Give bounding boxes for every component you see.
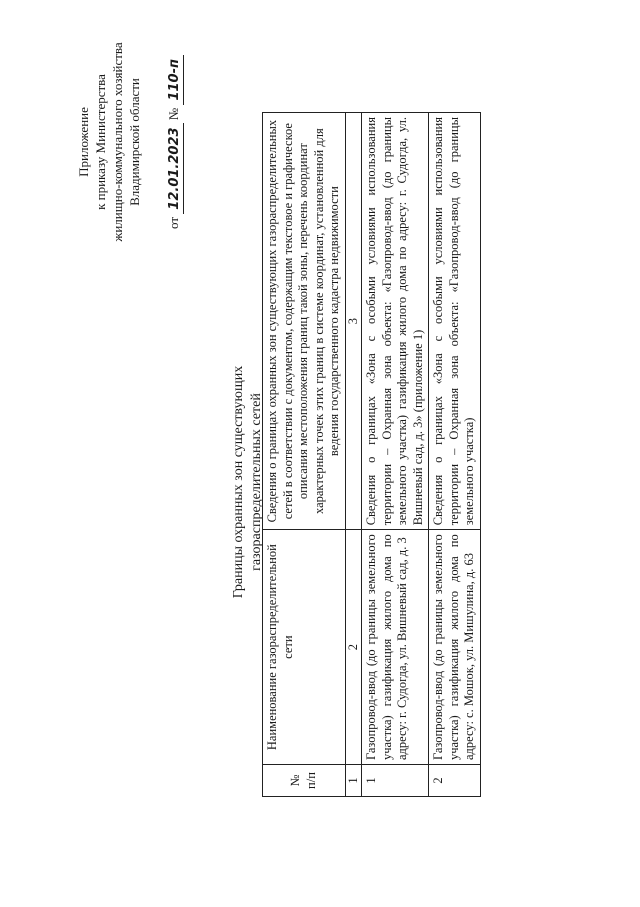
- table-numbering-row: [345, 113, 362, 797]
- date-prefix: от: [166, 216, 181, 229]
- appendix-line-1: Приложение: [76, 107, 91, 177]
- appendix-line-4: Владимирской области: [127, 78, 142, 206]
- row-1-name: Газопровод-ввод (до границы земельного участка) газификация жилого дома по адресу: г. Судогда, ул. Вишневый сад, д. 3: [362, 530, 429, 765]
- numbering-1: 1: [345, 765, 362, 797]
- title-line-2: газораспределительных сетей: [249, 393, 264, 571]
- order-dateline: [165, 37, 184, 247]
- row-2-name: Газопровод-ввод (до границы земельного участка) газификация жилого дома по адресу: с. Мошок, ул. Мишулина, д. 63: [429, 530, 481, 765]
- document-title: [230, 257, 266, 707]
- appendix-block: [75, 37, 184, 247]
- header-name: Наименование газораспределительной сети: [263, 530, 346, 765]
- order-date: 12.01.2023: [166, 123, 184, 213]
- row-1-info: Сведения о границах «Зона с особыми условиями использования территории – Охранная зона объекта: «Газопровод-ввод (до границы земельного участка) газификация жилого дома по адресу: г. Судогда, ул. Вишневый сад, д. 3» (приложение 1): [362, 113, 429, 530]
- table-row: [362, 113, 429, 797]
- row-1-num: 1: [362, 765, 429, 797]
- numbering-3: 3: [345, 113, 362, 530]
- appendix-line-2: к приказу Министерства: [93, 74, 108, 210]
- header-num: № п/п: [263, 765, 346, 797]
- appendix-line-3: жилищно-коммунального хозяйства: [110, 42, 125, 242]
- title-line-1: Границы охранных зон существующих: [231, 365, 246, 599]
- table-header-row: [263, 113, 346, 797]
- table-row: [429, 113, 481, 797]
- row-2-num: 2: [429, 765, 481, 797]
- number-prefix: №: [166, 107, 181, 121]
- numbering-2: 2: [345, 530, 362, 765]
- zones-table: [262, 112, 481, 797]
- order-number: 110-п: [166, 55, 184, 105]
- header-info: Сведения о границах охранных зон существующих газораспределительных сетей в соответствии с документом, содержащим текстовое и графическое описания местоположения границ такой зоны, перечень координат характерных точек этих границ в системе координат, установленной для ведения государственного кадастра недвижимости: [263, 113, 346, 530]
- row-2-info: Сведения о границах «Зона с особыми условиями использования территории – Охранная зона объекта: «Газопровод-ввод (до границы земельного участка): [429, 113, 481, 530]
